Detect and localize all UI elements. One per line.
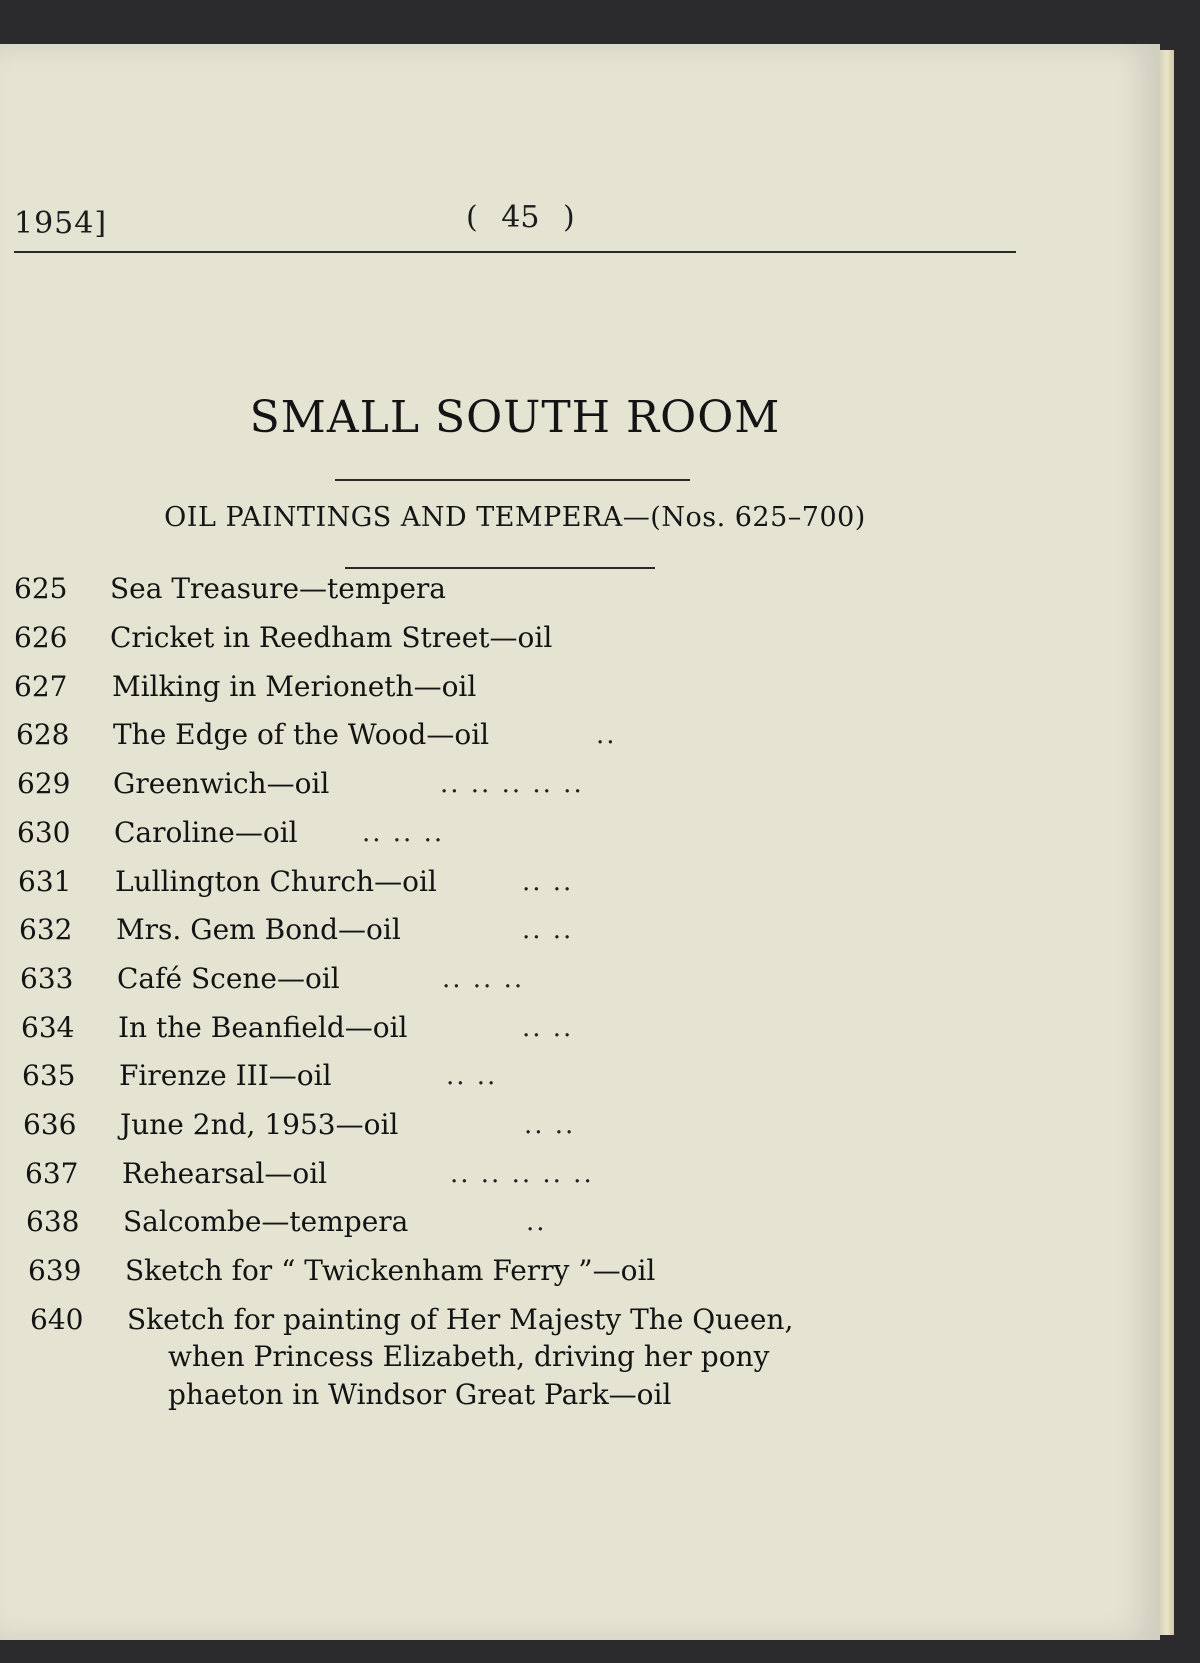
entry-number: 637 — [25, 1157, 79, 1190]
dot-leader: .. .. — [524, 1110, 576, 1140]
entry-title-line: phaeton in Windsor Great Park—oil — [168, 1378, 672, 1411]
entry-title: Lullington Church—oil — [115, 865, 437, 898]
entry-title: Firenze III—oil — [119, 1059, 332, 1092]
entry-title: In the Beanfield—oil — [118, 1011, 408, 1044]
entry-title: June 2nd, 1953—oil — [120, 1108, 399, 1141]
dot-leader: .. .. — [522, 867, 574, 897]
entry-title: Sea Treasure—tempera — [110, 572, 446, 605]
entry-number: 631 — [18, 865, 72, 898]
entry-number: 626 — [14, 621, 68, 654]
page-title: SMALL SOUTH ROOM — [249, 392, 781, 443]
dot-leader: .. .. .. — [362, 818, 445, 848]
dot-leader: .. .. .. .. .. — [450, 1159, 594, 1189]
header-rule — [14, 251, 1016, 253]
dot-leader: .. .. — [522, 915, 574, 945]
dot-leader: .. — [526, 1207, 547, 1237]
entry-title: Salcombe—tempera — [123, 1205, 409, 1238]
page-edge — [1160, 50, 1174, 1635]
entry-number: 636 — [23, 1108, 77, 1141]
running-header — [14, 192, 1014, 242]
entry-number: 629 — [17, 767, 71, 800]
page-number: ( 45 ) — [466, 200, 575, 235]
entry-title: Cricket in Reedham Street—oil — [110, 621, 553, 654]
section-subtitle: OIL PAINTINGS AND TEMPERA—(Nos. 625–700) — [164, 502, 866, 533]
entry-number: 635 — [22, 1059, 76, 1092]
dot-leader: .. .. .. — [442, 964, 525, 994]
entry-title: The Edge of the Wood—oil — [113, 718, 490, 751]
title-rule — [335, 479, 690, 481]
entry-title: Greenwich—oil — [113, 767, 330, 800]
dot-leader: .. — [596, 720, 617, 750]
dot-leader: .. .. .. .. .. — [440, 769, 584, 799]
entry-number: 634 — [21, 1011, 75, 1044]
entry-number: 639 — [28, 1254, 82, 1287]
dot-leader: .. .. — [446, 1061, 498, 1091]
entry-title: Café Scene—oil — [117, 962, 340, 995]
entry-number: 638 — [26, 1205, 80, 1238]
entry-title-line: Sketch for painting of Her Majesty The Queen, — [127, 1303, 794, 1336]
entry-title: Milking in Merioneth—oil — [112, 670, 477, 703]
entry-number: 630 — [17, 816, 71, 849]
entry-number: 632 — [19, 913, 73, 946]
entry-title: Rehearsal—oil — [122, 1157, 328, 1190]
entry-number: 628 — [16, 718, 70, 751]
book-page — [0, 44, 1160, 1640]
dot-leader: .. .. — [522, 1013, 574, 1043]
entry-number: 625 — [14, 572, 68, 605]
entry-number: 633 — [20, 962, 74, 995]
entry-title: Mrs. Gem Bond—oil — [116, 913, 401, 946]
entry-number: 640 — [30, 1303, 84, 1336]
subtitle-rule — [345, 567, 655, 569]
header-year: 1954] — [14, 206, 108, 241]
entry-title: Sketch for “ Twickenham Ferry ”—oil — [125, 1254, 656, 1287]
entry-title: Caroline—oil — [114, 816, 298, 849]
entry-title-line: when Princess Elizabeth, driving her pony — [168, 1340, 770, 1373]
entry-number: 627 — [14, 670, 68, 703]
